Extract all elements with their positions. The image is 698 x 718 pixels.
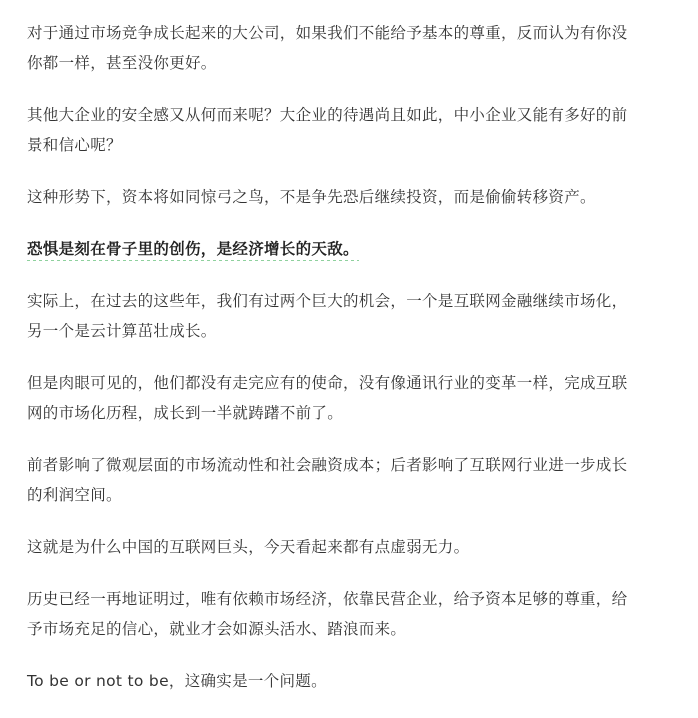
paragraph-7: 前者影响了微观层面的市场流动性和社会融资成本；后者影响了互联网行业进一步成长 的利润空间。 <box>27 456 628 504</box>
paragraph-3: 这种形势下，资本将如同惊弓之鸟，不是争先恐后继续投资，而是偷偷转移资产。 <box>27 188 596 206</box>
paragraph-6: 但是肉眼可见的，他们都没有走完应有的使命，没有像通讯行业的变革一样，完成互联 网的市场化历程，成长到一半就踌躇不前了。 <box>27 374 628 422</box>
article-body <box>27 18 677 718</box>
paragraph-9: 历史已经一再地证明过，唯有依赖市场经济，依靠民营企业，给予资本足够的尊重，给 予市场充足的信心，就业才会如源头活水、踏浪而来。 <box>27 590 628 638</box>
emphasis-text: 恐惧是刻在骨子里的创伤，是经济增长的天敌。 <box>27 240 359 261</box>
paragraph-5: 实际上，在过去的这些年，我们有过两个巨大的机会，一个是互联网金融继续市场化， 另一个是云计算茁壮成长。 <box>27 292 628 340</box>
paragraph-2: 其他大企业的安全感又从何而来呢？大企业的待遇尚且如此，中小企业又能有多好的前 景和信心呢？ <box>27 106 628 154</box>
paragraph-10: To be or not to be，这确实是一个问题。 <box>27 672 327 690</box>
emphasis-paragraph <box>27 234 677 264</box>
paragraph-8: 这就是为什么中国的互联网巨头，今天看起来都有点虚弱无力。 <box>27 538 470 556</box>
paragraph-1: 对于通过市场竞争成长起来的大公司，如果我们不能给予基本的尊重，反而认为有你没 你都一样，甚至没你更好。 <box>27 24 628 72</box>
